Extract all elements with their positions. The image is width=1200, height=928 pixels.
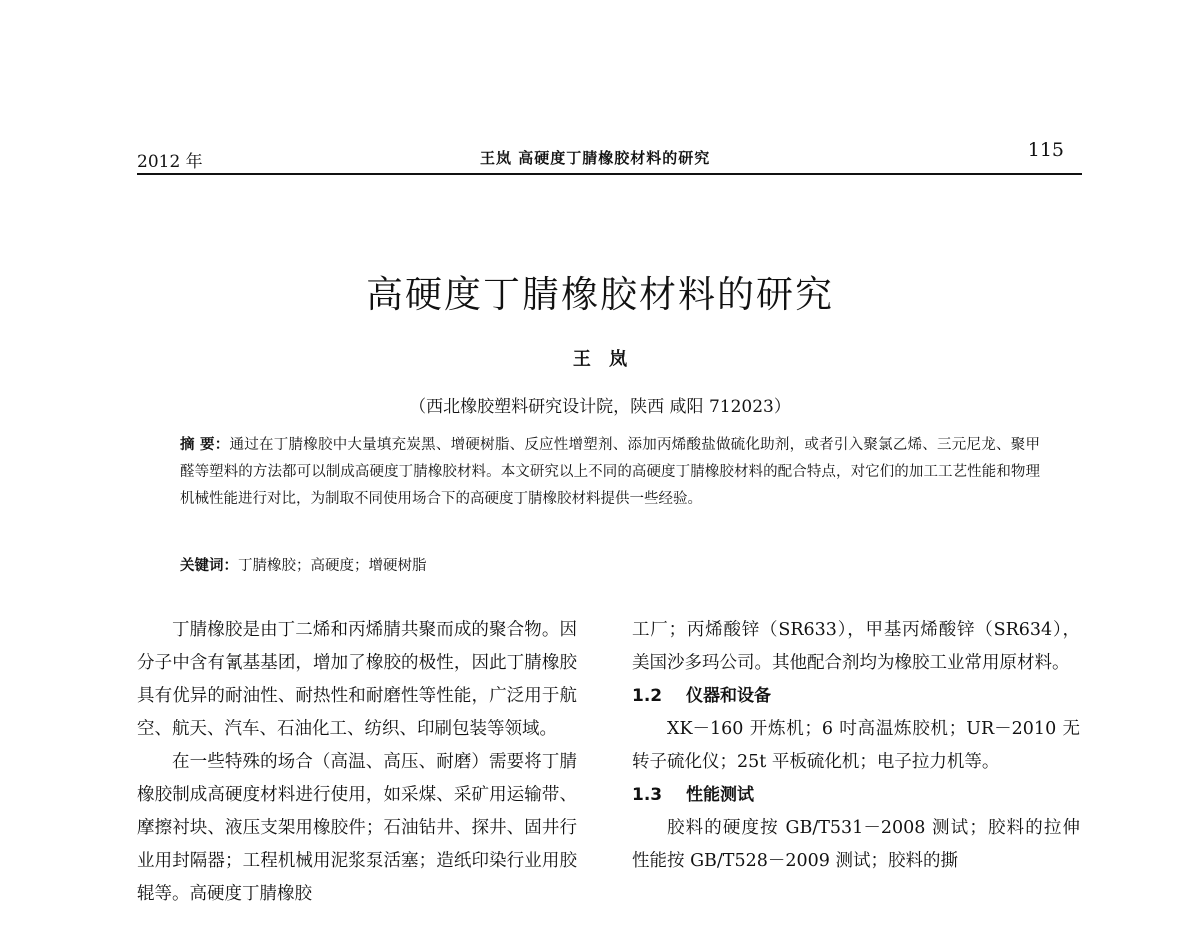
affiliation: （西北橡胶塑料研究设计院，陕西 咸阳 712023） — [409, 397, 791, 417]
right-column — [632, 614, 1080, 878]
running-title: 王岚 高硬度丁腈橡胶材料的研究 — [480, 149, 711, 167]
abstract — [180, 431, 1040, 513]
intro-paragraph-1: 丁腈橡胶是由丁二烯和丙烯腈共聚而成的聚合物。因分子中含有氰基基团，增加了橡胶的极性，因此丁腈橡胶具有优异的耐油性、耐热性和耐磨性等性能，广泛用于航空、航天、汽车、石油化工、纺织、印刷包装等领域。 — [137, 620, 577, 739]
section-number: 1.3 — [632, 785, 663, 805]
author-name: 王 岚 — [572, 349, 628, 370]
materials-paragraph: 工厂；丙烯酸锌（SR633），甲基丙烯酸锌（SR634），美国沙多玛公司。其他配合剂均为橡胶工业常用原材料。 — [632, 620, 1080, 673]
paper-title: 高硬度丁腈橡胶材料的研究 — [366, 273, 834, 316]
keywords — [180, 554, 427, 575]
header-year: 2012 年 — [137, 152, 203, 172]
section-heading-equipment — [632, 680, 1080, 713]
section-number: 1.2 — [632, 686, 663, 706]
section-title: 性能测试 — [686, 785, 754, 805]
section-title: 仪器和设备 — [686, 686, 771, 706]
keywords-text: 丁腈橡胶；高硬度；增硬树脂 — [238, 558, 427, 574]
abstract-text: 通过在丁腈橡胶中大量填充炭黑、增硬树脂、反应性增塑剂、添加丙烯酸盐做硫化助剂，或者引入聚氯乙烯、三元尼龙、聚甲醛等塑料的方法都可以制成高硬度丁腈橡胶材料。本文研究以上不同的高硬度丁腈橡胶材料的配合特点，对它们的加工工艺性能和物理机械性能进行对比，为制取不同使用场合下的高硬度丁腈橡胶材料提供一些经验。 — [180, 437, 1040, 507]
equipment-paragraph: XK－160 开炼机；6 吋高温炼胶机；UR－2010 无转子硫化仪；25t 平板硫化机；电子拉力机等。 — [632, 719, 1080, 772]
intro-paragraph-2: 在一些特殊的场合（高温、高压、耐磨）需要将丁腈橡胶制成高硬度材料进行使用，如采煤、采矿用运输带、摩擦衬块、液压支架用橡胶件；石油钻井、探井、固井行业用封隔器；工程机械用泥浆泵活塞；造纸印染行业用胶辊等。高硬度丁腈橡胶 — [137, 752, 577, 904]
keywords-label: 关键词： — [180, 557, 238, 574]
section-heading-testing — [632, 779, 1080, 812]
header-rule — [137, 173, 1082, 175]
testing-paragraph: 胶料的硬度按 GB/T531－2008 测试；胶料的拉伸性能按 GB/T528－2009 测试；胶料的撕 — [632, 818, 1080, 871]
left-column — [137, 614, 577, 911]
page-number: 115 — [1027, 139, 1064, 161]
abstract-label: 摘 要： — [180, 436, 230, 453]
